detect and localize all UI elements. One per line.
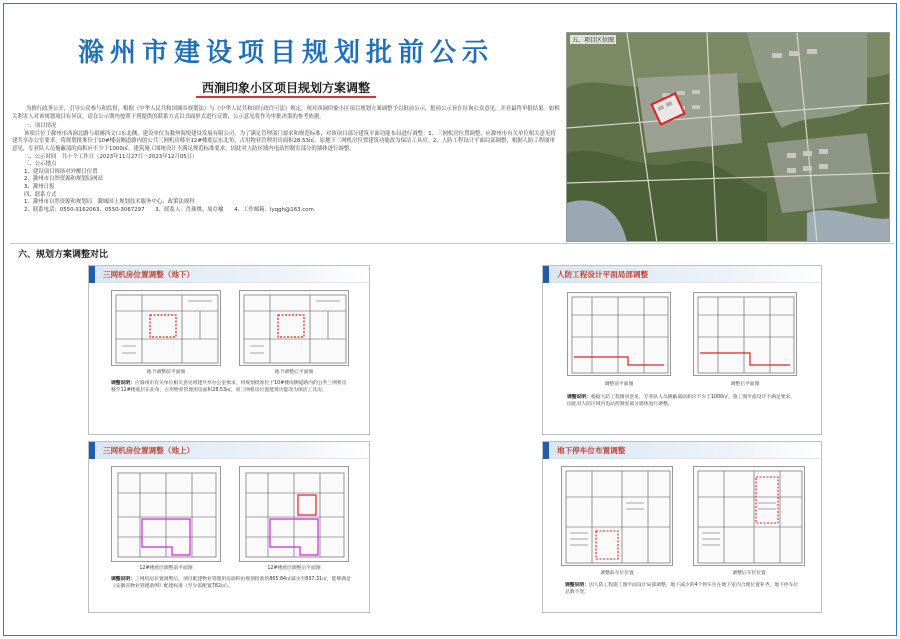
caption-before: 地下调整前平面图 bbox=[146, 370, 186, 375]
map-caption: 五、项目区位图 bbox=[572, 37, 615, 44]
note-label: 调整说明： bbox=[565, 583, 589, 588]
panel-underground-parking bbox=[542, 441, 822, 613]
floor-plan-after bbox=[240, 467, 349, 562]
section-1-heading: 一、项目情况 bbox=[24, 123, 57, 130]
project-subtitle-text: 西涧印象小区项目规划方案调整 bbox=[196, 81, 376, 98]
caption-after: 调整后车位位置 bbox=[732, 571, 766, 576]
section-3-item: 3、滁州日报 bbox=[24, 183, 55, 190]
note-text: 根据人防工程图审意见，专业队人员掩蔽部面积应不少于1000㎡，施工图平面设计不满足要求，因此对人防区域内电站控制室部分墙体进行调整。 bbox=[567, 395, 796, 407]
note-text: 三网机房位置调整后，项目配建物业管理用房面积由规划批准的865.84㎡减少至837.31㎡，能够满足《安徽省物业管理条例》配建标准（至少需配置782㎡）。 bbox=[111, 577, 351, 589]
panel-header bbox=[543, 442, 821, 459]
intro-paragraph: 为推行政务公开，引导公众参与和监督，根据《中华人民共和国城乡规划法》与《中华人民共和国行政许可法》规定，现对西涧印象小区项目规划方案调整予以批前公示，批前公示旨在征询公众意见，并非最终审批结果。如相关利害人对该规划项目有异议，请在公示期内按照下列提供的联系方式以书面形式进行反馈，公示意见将作为审批决策的参考依据。 bbox=[12, 106, 560, 120]
caption-after: 调整后平面图 bbox=[730, 382, 760, 387]
comparison-section-title: 六、规划方案调整对比 bbox=[18, 250, 109, 260]
caption-after: 12#楼底层调整后平面图 bbox=[267, 566, 321, 571]
note-label: 调整说明： bbox=[111, 577, 135, 582]
floor-plan-after bbox=[694, 467, 805, 566]
project-subtitle bbox=[12, 77, 560, 96]
location-map bbox=[566, 32, 890, 242]
notice-sheet bbox=[3, 3, 897, 636]
panel-header-bar bbox=[543, 442, 549, 459]
panel-title: 三网机房位置调整（地上） bbox=[103, 445, 195, 455]
section-2-heading: 二、公示时间 共十个工作日（2023年11月27日－2023年12月05日） bbox=[24, 153, 198, 160]
note-text: 应滁州市有关单位相关意见将建共享办公室要求，将规划批准位于10#楼南侧道路内的公共三网机房移至12#楼底层东北角，占用物业管理用房面积28.53㎡，原三网机房位置建筑功能改为保洁工具房。 bbox=[111, 381, 347, 393]
note-label: 调整说明： bbox=[567, 395, 591, 400]
adjustment-note bbox=[567, 394, 799, 408]
section-3-item: 2、滁州市自然资源和规划局网站 bbox=[24, 176, 103, 183]
floor-plan-after bbox=[240, 291, 349, 366]
panel-header bbox=[543, 266, 821, 283]
panel-header-bar bbox=[89, 442, 95, 459]
section-1-body: 该项目位于滁州市西涧北路与琅琊西文口东北侧，建设单位为滁州海悦建设发展有限公司，为了满足管理部门要求和规范标准，对该项目部分建筑平面功能布局进行调整：1、三网机房位置调整，应滁州市有关单位相关意见将建共享办公室要求，将规划批准位于10#楼南侧道路内的公共三网机房移至12#楼底层东北角，占用物业管理用房面积28.53㎡。原地下三网机房位置建筑功能改为保洁工具房。2、人防工程设计平面局部调整，根据人防工程图审意见，专业队人员掩蔽部的面积应不少于1000㎡，建筑施工图统设计不满足规范标准要求，因此对人防区域内电站控制室部分的墙体进行调整。 bbox=[12, 130, 556, 152]
panel-header bbox=[89, 266, 369, 283]
adjustment-note bbox=[111, 576, 351, 590]
note-label: 调整说明： bbox=[111, 381, 135, 386]
drawing-after bbox=[693, 292, 797, 376]
floor-plan-before bbox=[562, 467, 673, 566]
panel-civil-defense-plan bbox=[542, 265, 822, 435]
section-4-item: 1、滁州市自然资源和规划局 滁城国土规划技术服务中心、政策法规科 bbox=[24, 199, 195, 206]
drawing-after bbox=[239, 290, 349, 366]
notice-text-block bbox=[12, 14, 560, 240]
adjustment-note bbox=[565, 582, 801, 596]
adjustment-note bbox=[111, 380, 351, 394]
drawing-before bbox=[111, 466, 221, 562]
section-4-heading: 四、联系方式 bbox=[24, 191, 57, 198]
section-divider bbox=[10, 243, 894, 244]
floor-plan-before bbox=[568, 293, 671, 376]
panel-machine-room-underground bbox=[88, 265, 370, 435]
floor-plan-before bbox=[112, 291, 221, 366]
panel-header bbox=[89, 442, 369, 459]
drawing-after bbox=[693, 466, 805, 566]
caption-before: 12#楼底层调整前平面图 bbox=[139, 566, 193, 571]
section-4-item: 2、联系电话：0550-3162063、0550-3067297 3、联系人：肖珠棋、周存榆 4、工作邮箱：lyqgh@163.com bbox=[24, 206, 314, 213]
panel-title: 人防工程设计平面局部调整 bbox=[557, 269, 649, 279]
page-title: 滁州市建设项目规划批前公示 bbox=[77, 38, 494, 68]
section-3-heading: 三、公示地点 bbox=[24, 161, 57, 168]
panel-header-bar bbox=[89, 266, 95, 283]
section-3-item: 1、建设项目现场对外醒目位置 bbox=[24, 168, 98, 175]
panel-title: 地下停车位布置调整 bbox=[557, 445, 626, 455]
floor-plan-after bbox=[694, 293, 797, 376]
drawing-before bbox=[561, 466, 673, 566]
caption-after: 地下调整后平面图 bbox=[274, 370, 314, 375]
drawing-before bbox=[111, 290, 221, 366]
notice-body bbox=[12, 123, 560, 214]
note-text: 因人防工程施工图平面设计局部调整，地下减少的4个停车位在地下室内合理位置补齐，地下停车位总数不变。 bbox=[565, 583, 799, 595]
satellite-map-image bbox=[567, 33, 890, 242]
drawing-after bbox=[239, 466, 349, 562]
caption-before: 调整前车位位置 bbox=[600, 571, 634, 576]
panel-machine-room-aboveground bbox=[88, 441, 370, 613]
caption-before: 调整前平面图 bbox=[604, 382, 634, 387]
drawing-before bbox=[567, 292, 671, 376]
floor-plan-before bbox=[112, 467, 221, 562]
panel-title: 三网机房位置调整（地下） bbox=[103, 269, 195, 279]
panel-header-bar bbox=[543, 266, 549, 283]
